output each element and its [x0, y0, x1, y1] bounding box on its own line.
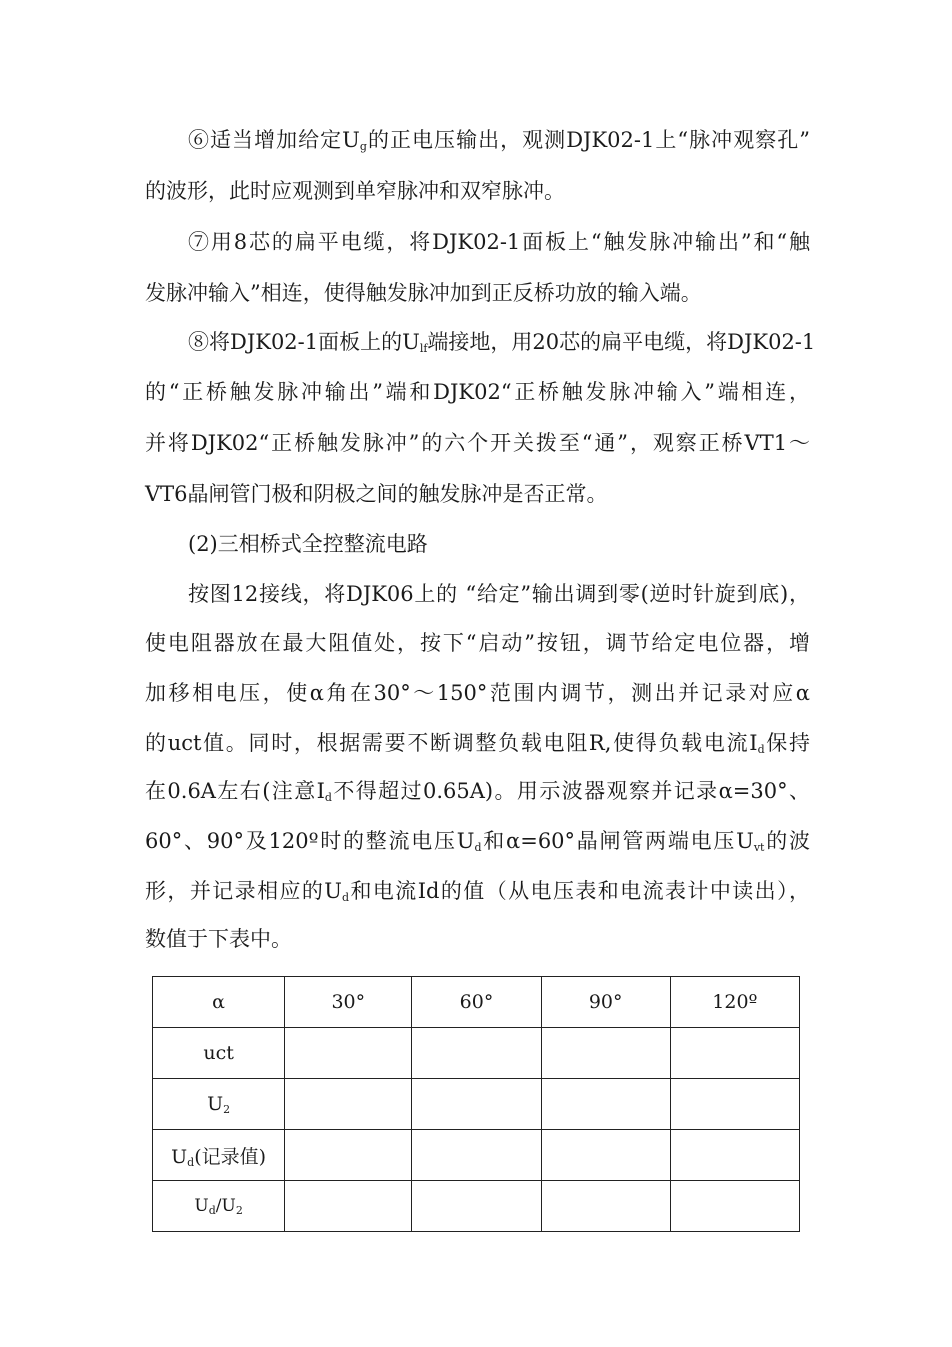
step-8-line-1: ⑧将DJK02-1面板上的$U_{lf}$端接地，用20芯的扁平电缆，将DJK02-1	[188, 330, 816, 355]
procedure-line-5: 在0.6A左右(注意$I_d$不得超过0.65A)。用示波器观察并记录α=30°、	[145, 779, 810, 804]
step-8-line-4: VT6晶闸管门极和阴极之间的触发脉冲是否正常。	[145, 482, 608, 506]
row-label-ud-u2: $U_d/U_2$	[153, 1181, 285, 1232]
table-cell[interactable]	[670, 1130, 799, 1181]
procedure-line-1: 按图12接线，将DJK06上的 “给定”输出调到零(逆时针旋到底)，	[188, 582, 810, 606]
row-label-ud-recorded: $U_d$(记录值)	[153, 1130, 285, 1181]
header-cell-90: 90°	[541, 977, 670, 1028]
table-cell[interactable]	[670, 1079, 799, 1130]
table-cell[interactable]	[285, 1079, 412, 1130]
row-label-uct: uct	[153, 1028, 285, 1079]
table-row-u2	[153, 1079, 800, 1130]
step-6-line-2: 的波形，此时应观测到单窄脉冲和双窄脉冲。	[145, 179, 565, 203]
procedure-line-8: 数值于下表中。	[145, 927, 292, 951]
table-cell[interactable]	[285, 1181, 412, 1232]
procedure-line-3: 加移相电压，使α角在30°～150°范围内调节，测出并记录对应α	[145, 681, 810, 705]
section-heading: (2)三相桥式全控整流电路	[188, 532, 428, 556]
table-row-uct	[153, 1028, 800, 1079]
table-cell[interactable]	[670, 1181, 799, 1232]
table-cell[interactable]	[412, 1028, 541, 1079]
step-8-line-3: 并将DJK02“正桥触发脉冲”的六个开关拨至“通”，观察正桥VT1～	[145, 431, 810, 455]
table-row-ud-recorded	[153, 1130, 800, 1181]
table-cell[interactable]	[541, 1130, 670, 1181]
table-cell[interactable]	[412, 1181, 541, 1232]
table-cell[interactable]	[285, 1130, 412, 1181]
row-label-u2: $U_2$	[153, 1079, 285, 1130]
step-7-line-1: ⑦用8芯的扁平电缆，将DJK02-1面板上“触发脉冲输出”和“触	[188, 230, 810, 254]
header-cell-30: 30°	[285, 977, 412, 1028]
table-row-ud-u2-ratio	[153, 1181, 800, 1232]
table-cell[interactable]	[670, 1028, 799, 1079]
header-cell-120: 120º	[670, 977, 799, 1028]
table-cell[interactable]	[541, 1079, 670, 1130]
header-cell-60: 60°	[412, 977, 541, 1028]
table-cell[interactable]	[541, 1028, 670, 1079]
table-cell[interactable]	[412, 1079, 541, 1130]
table-cell[interactable]	[412, 1130, 541, 1181]
table-header-row	[153, 977, 800, 1028]
procedure-line-4: 的uct值。同时，根据需要不断调整负载电阻R,使得负载电流$I_d$保持	[145, 731, 810, 756]
procedure-line-7: 形，并记录相应的$U_d$和电流Id的值（从电压表和电流表计中读出），	[145, 879, 810, 904]
measurement-table	[152, 976, 800, 1232]
procedure-line-2: 使电阻器放在最大阻值处，按下“启动”按钮，调节给定电位器，增	[145, 631, 810, 655]
step-6-line-1: ⑥适当增加给定$U_g$的正电压输出，观测DJK02-1上“脉冲观察孔”	[188, 128, 811, 153]
table-cell[interactable]	[285, 1028, 412, 1079]
procedure-line-6: 60°、90°及120º时的整流电压$U_d$和α=60°晶闸管两端电压$U_{vt}$的波	[145, 829, 810, 854]
step-8-line-2: 的“正桥触发脉冲输出”端和DJK02“正桥触发脉冲输入”端相连，	[145, 380, 810, 404]
step-7-line-2: 发脉冲输入”相连，使得触发脉冲加到正反桥功放的输入端。	[145, 281, 702, 305]
header-cell-alpha: α	[153, 977, 285, 1028]
table-cell[interactable]	[541, 1181, 670, 1232]
